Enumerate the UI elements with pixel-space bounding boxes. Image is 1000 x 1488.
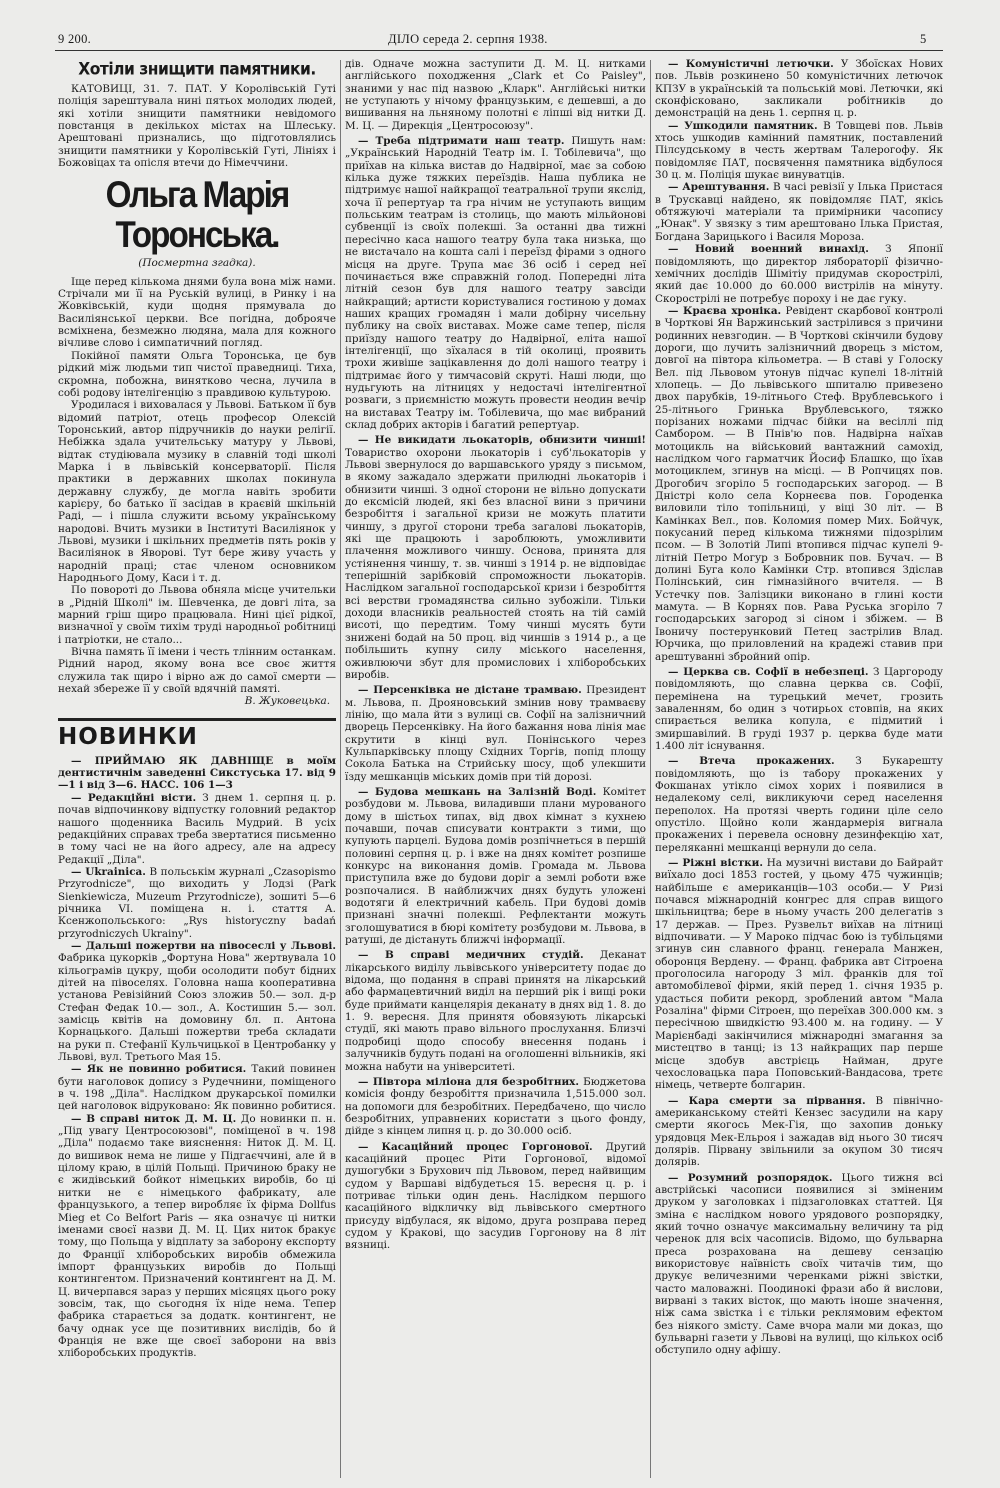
article-paragraph: По повороті до Львова обняла місце учительки в „Рідній Школі" ім. Шевченка, де довгі літа, за марний гріш щиро працювала. Нині цієї рідкої, визначної у своїм тихім труді народньої робітниці і патріотки, не стало... <box>58 584 336 646</box>
news-item-text: Ревідент скарбової контролі в Чорткові Ян Варжинський застрілився з причини родинних невзгодин. — В Чорткові скінчили будову дороги, що лучить залізничний дворець з містом, довгої на півтора кільометра. — В ставі у Голоску Вел. під Львовом утонув підчас купелі 18-літній хлопець. — До львівського шпиталю привезено двох парубків, 19-літнього Стеф. Врублевського і 25-літнього Гринька Врублевського, тяжко порізаних ножами підчас бійки на весіллі під Самбором. — В Пнів'ю пов. Надвірна наїхав мотоцикль на військовий вантажний самохід, наслідком чого гарматчик Йосиф Блашко, що їхав мотоциклем, згинув на місці. — В Ропчицях пов. Дрогобич згоріло 5 господарських загород. — В Дністрі коло села Корнеєва пов. Городенка виловили тіло топільниці, у віці 30 літ. — В Камінках Вел., пов. Коломия помер Мих. Бойчук, покусаний перед кількома тижнями підозрілим псом. — В Золотій Липі втопився підчас купелі 9-літній Петро Могур з Бобровник пов. Бучач. — В долині Буга коло Камінки Стр. втопився Здіслав Полінський, син гімназійного вчителя. — В Устечку пов. Залізцики виконано в глині кости мамута. — В Корнях пов. Рава Руська згоріло 7 господарських загород зі сіном і збіжем. — В Івоничу постерунковий Петец застрілив Влад. Юрчика, що приловлений на крадежі ставив при арештуванні збройний опір. <box>655 304 943 663</box>
news-item <box>345 135 646 431</box>
news-item-text: Другий касаційний процес Ріти Горгонової, відомої душогубки з Брухович під Львовом, перед найвищим судом у Варшаві відбудеться 15. вересня ц. р. і потриває тільки один день. Наслідком першого касаційного відкличку від львівського смертного присуду відбулася, як відомо, друга розправа перед судом у Кракові, що засудив Горгонову на 8 літ вязниці. <box>345 1140 646 1252</box>
advertisement <box>58 755 336 792</box>
news-item-title: — Ушкодили памятник. <box>668 119 818 132</box>
news-item-title: — Дальші пожертви на півосеслі у Львові. <box>71 939 336 952</box>
news-item-title: — Краєва хроніка. <box>668 304 782 317</box>
news-item-text: В польськім журналі „Czasopismo Przyrodnicze", що виходить у Лодзі (Park Sienkiewicza, Muzeum Przyrodnicze), зошиті 5—6 річника VI. поміщена н. і. стаття А. Ксенжопольського: „Rys historyczny badań przyrodniczych Ukrainy". <box>58 865 336 940</box>
issue-number: 9 200. <box>58 32 92 46</box>
news-item-text: Пишуть нам: „Український Народній Театр ім. І. Тобілевича", що приїхав на кілька вистав до Надвірної, має за собою кілька дуже тяжких переїздів. Наша публика не підтримує нашої найкращої театральної трупи якслід, хоча її репертуар та гра нічим не уступають вищим польським театрам із столиць, що мають мільйонові субвенції із своїх полекші. За останні два тижні пересічно каса нашого театру була така низька, що не вистачало на кошта салі і переїзд фірами з одного місця на друге. Трупа має 36 осіб і серед неї починається вже справжній голод. Попередні літа літній сезон був для нашого театру завсіди найкращий; артисти користувалися гостиною у домах наших кращих громадян і мали добірну чисельну публику на своїх виставах. Може саме тепер, після приїзду нашого театру до Надвірної, еліта нашої інтелігенції, що зїхалася в тій околиці, проявить трохи живіше зацікавлення до долі нашого театру і підтримає його у тимчасовій скруті. Наші люди, що нудьгують на літницях у недостачі інтелігентної розваги, з приємністю можуть провести неодин вечір на виставах Театру ім. Тобілевича, що має вибраний склад добрих акторів і багатий репертуар. <box>345 135 646 431</box>
news-item-title: — Півтора міліона для безробітних. <box>358 1075 579 1088</box>
newspaper-title-date: ДІЛО середа 2. серпня 1938. <box>388 32 548 46</box>
news-item <box>58 792 336 866</box>
news-item-title: — Касаційний процес Горгонової. <box>358 1140 593 1153</box>
article-paragraph: Іще перед кількома днями була вона між нами. Стрічали ми її на Руській вулиці, в Ринку і на Жовківській, куди щодня прямувала до Василіянської церкви. Все погідна, доброяче всміхнена, безмежно людяна, мала для кожного вічливе слово і симпатичний погляд. <box>58 275 336 350</box>
news-item-text: В часі ревізії у Ілька Пристася в Трускавці найдено, як повідомляє ПАТ, якісь обтяжуючі матеріали та примірники часопису „Юнак". У звязку з тим арештовано Ілька Пристая, Богдана Зарицького і Василя Мороза. <box>655 181 943 243</box>
news-item-title: — Не викидати льокаторів, обнизити чинші! <box>358 434 646 447</box>
news-item-text: З Царгороду повідомляють, що славна церква св. Софії, перемінена на турецький мечет, грозить заваленням, бо один з чотирьох стовпів, на яких спирається велика копула, є підмитий і змиршавілий. В груді 1937 р. церква буде мати 1.400 літ існування. <box>655 665 943 752</box>
page-number: 5 <box>920 32 927 46</box>
author-signature: В. Жуковецька. <box>244 695 330 708</box>
news-item-title: — Як не повинно робитися. <box>71 1063 247 1076</box>
news-item <box>345 684 646 783</box>
news-item-text: З Букарешту повідомляють, що із табору прокажених у Фокшанах утікло сімох хорих і появилися в недалекому селі, викликуючи серед населення переполох. На протязі чверть години ціле село опустіло. Щойно коли жандармерія вигнала прокажених і перевела основну дезинфекцію хат, переляканні мешканці вернули до села. <box>655 755 943 854</box>
news-item-title: — Ріжні вістки. <box>668 857 764 869</box>
article-paragraph: КАТОВИЦІ, 31. 7. ПАТ. У Королівській Гуті поліція зарештувала нині пятьох молодих людей, які хотіли знищити памятники невідомого повстанця в декількох містах на Шлеську. Арештовані признались, що підготовлялись знищити памятники у Королівській Гуті, Лініях і Божовіцах та опісля втечи до Німеччини. <box>58 83 336 170</box>
news-item-text: В північно-американському стейті Кензес засудили на кару смерти якогось Мек-Гія, що захопив доньку урядовця Мек-Ельроя і зажадав від нього 30 тисяч долярів. Пірвану звільнили за окупом 30 тисяч долярів. <box>655 1094 943 1169</box>
news-item-text: Бюджетова комісія фонду безробіття призначила 1,515.000 зол. на допомоги для безробітних. Передбачено, що число безробітних, управнених користати з цього фонду, дійде з кінцем липня ц. р. до 30.000 осіб. <box>345 1075 646 1138</box>
news-item <box>655 305 943 663</box>
news-item-title: — Комуністичні летючки. <box>668 58 834 70</box>
column-divider <box>340 60 341 1478</box>
article-headline: Хотіли знищити памятники. <box>78 59 316 79</box>
news-item <box>655 755 943 854</box>
news-item-title: — Кара смерти за пірвання. <box>668 1094 866 1107</box>
news-item-text: З Японії повідомляють, що директор лябораторії фізично-хемічних дослідів Шімітіу придумав скорострілі, який дає 10.000 до 60.000 вистрілів на мінуту. Скорострілі не потребує пороху і не дає гуку. <box>655 243 943 305</box>
news-item <box>345 949 646 1072</box>
article-continuation: дів. Одначе можна заступити Д. М. Ц. нитками англійського походження „Clark et Co Paisley", знаними у нас під назвою „Кларк". Англійські нитки не уступають у нічому французьким, є дешевші, а до вишивання на льняному полотні є ліпші від нитки Д. М. Ц. — Дирекція „Центросоюзу". <box>345 58 646 132</box>
masthead <box>58 32 940 50</box>
news-item-text: Такий повинен бути наголовок допису з Рудечнини, поміщеного в ч. 198 „Діла". Наслідком друкарської помилки цей наголовок відруковано: Як повинно робитися. <box>58 1063 336 1113</box>
news-item-title: — Треба підтримати наш театр. <box>358 135 565 148</box>
news-item-title: — Арештування. <box>668 181 770 194</box>
header-rule <box>55 50 943 51</box>
news-item-title: — Персенківка не дістане трамваю. <box>358 684 582 697</box>
news-item-title: — Редакційні вісти. <box>71 791 197 804</box>
news-item <box>655 666 943 752</box>
news-item <box>655 1095 943 1169</box>
article-paragraph: Уродилася і виховалася у Львові. Батьком її був відомий патріот, отець професор Олексій Торонський, автор підручників до науки релігії. Небіжка здала учительську матуру у Львові, відтак студіювала музику в славній тоді школі Марка і в львівській консерваторії. Після практики в державних школах покинула державну службу, де могла навіть зробити карієру, бо батько її засідав в краєвій шкільній Раді, — і пішла служити всьому українському народові. Вчить музики в Інституті Василіянок у Львові, музики і шкільних предметів пять років у Василіянок в Яворові. Тут бере живу участь у народній праці; стає членом основником Народнього Дому, Каси і т. д. <box>58 399 336 584</box>
news-item-title: — Розумний розпорядок. <box>668 1171 833 1184</box>
obituary-subtitle: (Посмертна згадка). <box>138 257 256 270</box>
news-item-text: Комітет розбудови м. Львова, виладивши плани мурованого дому в шістьох типах, від двох кімнат з кухнею почавши, почав списувати контракти з тими, що купують парцелі. Будова домів розпічнеться в першій половині серпня ц. р. і вже на днях комітет розпише конкурс на виконання домів. Громада м. Львова приступила вже до будови доріг а землі роботи вже розпочалися. В найближчих днях будуть уложені водотяги й електричний кабель. При будові домів признані значні полекші. Рефлектанти можуть зголошуватися в бюрі комітету розбудови м. Львова, в ратуші, де дістануть ближчі інформації. <box>345 785 646 947</box>
section-heading-news: НОВИНКИ <box>58 718 336 750</box>
news-item <box>655 1172 943 1357</box>
news-item-title: — В справі ниток Д. М. Ц. <box>71 1112 237 1125</box>
obituary-headline: Ольга Марія Торонська. <box>105 174 289 256</box>
news-item-text: В Товщеві пов. Львів хтось ушкодив камінний памятник, поставлений Пілсудському в честь жертвам Талерогофу. Як повідомляє ПАТ, посвячення памятника відбулося 30 ц. м. Поліція шукає винуватців. <box>655 119 943 182</box>
news-item-text: З днем 1. серпня ц. р. почав відпочинкову відпустку головний редактор нашого щоденника Василь Мудрий. В усіх редакційних справах треба звертатися письменно в тому часі не на його адресу, але на адресу Редакції „Діла". <box>58 791 336 866</box>
news-item <box>655 181 943 243</box>
article-paragraph: Вічна память її імени і честь тлінним останкам. Рідний народ, якому вона все своє життя служила так щиро і вірно аж до самої смерти — нехай збереже її у своїй вдячній памяті. <box>58 646 336 696</box>
news-item-text: До новинки п. н. „Під увагу Центросоюзові", поміщеної в ч. 198 „Діла" подаємо таке вияснення: Ниток Д. М. Ц. до вишивок нема не лише у Підгаєччині, але й в цілому краю, в цілій Польщі. Причиною браку не є жидівський бойкот німецьких виробів, бо ці нитки не є німецького фабрикату, але французького, а тепер виробляє їх фірма Dollfus Mieg et Co Belfort Paris — яка означує ці нитки іменами своєї назви Д. М. Ц. Цих ниток бракує тому, що Польща у відплату за заборону експорту до Франції хліборобських виробів обмежила імпорт французьких виробів до Польщі контингентом. Призначений контингент на Д. М. Ц. вичерпався зараз у перших місяцях цього року зовсім, так, що сьогодня їх ніде нема. Тепер фабрика старається за додатк. контингент, не бачу однак усе ще позитивних вислідів, бо й Франція не вже ще своєї заборони на ввіз хліборобських продуктів. <box>58 1112 336 1360</box>
news-item-title: — Будова мешкань на Залізній Воді. <box>358 785 597 798</box>
news-item-text: У Збоїсках Нових пов. Львів розкинено 50 комуністичних летючок КПЗУ в українській та польській мові. Летючки, які сконфісковано, закликали робітників до демонстрацій на день 1. серпня ц. р. <box>655 58 943 120</box>
news-item-text: Деканат лікарського виділу львівського університету подає до відома, що подання в справі принятя на лікарський або фармацевтичний виділ на перший рік і вищі роки буде приймати канцелярія деканату в днях від 1. 8. до 1. 9. вересня. Для принятя обовязують лікарські студії, які мають право вільного прослухання. Близчі подробиці щодо способу внесення подань і залучників будуть подані на оголошенні вільників, які можна набути на університеті. <box>345 949 646 1073</box>
news-item <box>58 940 336 1063</box>
news-item <box>655 243 943 305</box>
news-item <box>345 1141 646 1252</box>
news-item <box>345 1076 646 1138</box>
column-1 <box>58 58 336 1480</box>
news-item <box>58 1113 336 1360</box>
column-2 <box>345 58 646 1480</box>
news-item <box>655 120 943 182</box>
news-item <box>655 857 943 1092</box>
news-item-title: — Втеча прокажених. <box>668 755 835 768</box>
news-item-title: — Церква св. Софії в небезпеці. <box>668 665 869 678</box>
news-item <box>58 1063 336 1112</box>
advertisement-text: — ПРИЙМАЮ ЯК ДАВНІЩЕ в моїм дентистичнім заведенні Сикстуська 17. від 9—1 і від 3—6. НАСС. 106 1—3 <box>58 754 336 792</box>
column-3 <box>655 58 943 1480</box>
news-item <box>58 866 336 940</box>
news-item-text: На музичні вистави до Байрайт виїхало досі 1853 гостей, у цьому 475 чужинців; найбільше є американців—103 особи.— У Ризі почався міжнародній конгрес для справ вищого шкільництва; бере в ньому участь 200 делегатів з 17 держав. — През. Рузвельт виїхав на літниці відпочивати. — У Мароко підчас бою із тубільцями згинув син славного франц. генерала Манжен, оборонця Вердену. — Франц. фабрика авт Сітроена проголосила нагороду 3 міл. франків для тої автомобілевої фірми, якій перед 1. січня 1935 р. удасться побити рекорд, зроблений автом "Мала Розаліна" фірми Сітроен, що переїхав 300.000 км. з пересічною швидкістю 93.400 м. на годину. — У Марієнбаді закінчилися міжнародні змагання за мистецтво в танці; із 13 найкращих пар перше місце здобув австрієць Найман, друге чехословацька пара Поповський-Вандасова, третє німець, четверте болгарин. <box>655 857 943 1092</box>
column-divider <box>650 60 651 1478</box>
article-paragraph: Покійної памяти Ольга Торонська, це був рідкий між людьми тип чистої праведниці. Тиха, скромна, побожна, винятково чесна, лучила в собі родову інтелігенцію з правдивою культурою. <box>58 349 336 399</box>
news-item <box>345 434 646 681</box>
news-item <box>345 786 646 946</box>
news-item-title: — В справі медичних студій. <box>358 949 584 962</box>
news-item <box>655 58 943 120</box>
news-item-text: Цього тижня всі австрійські часописи появилися зі зміненим друком у заголовках і підзаголовках статтей. Ця зміна є наслідком нового урядового розпорядку, який точно означує максимальну величину та рід черенок для всіх часописів. Відомо, що бульварна преса розрахована на дешеву сензацію використовує наївність своїх читачів тим, що друкує величезними черенками ріжні звістки, часто маловажні. Поодинокі фрази або й вислови, вирвані з таких вісток, що мають іноше значення, ніж сама звістка і є тільки реклямовим ефектом без ніякого змісту. Саме вчора мали ми доказ, що бульварні газети у Львові на вулиці, що кількох осіб обступило одну афішу. <box>655 1171 943 1357</box>
news-item-text: Президент м. Львова, п. Дрояновський змінив нову трамваєву лінію, що мала йти з вулиці св. Софії на залізничний дворець Персенківку. На його бажання нова лінія має скрутити в кінці вул. Понінського через Кульпарківську площу Східних Торгів, попід площу Сокола Батька на Стрийську шосу, щоб улекшити їзду мешканців міських домів при тій дорозі. <box>345 684 646 783</box>
news-item-title: — Новий военний винахід. <box>668 243 869 256</box>
news-item-text: Фабрика цукорків „Фортуна Нова" жертвувала 10 кільограмів цукру, щоби осолодити побут бідних дітей на півоселях. Головна наша кооперативна установа Ревізійний Союз зложив 50.— зол. д-р Стефан Федак 10.— зол., А. Костишин 5.— зол. замісць квітів на домовину бл. п. Антона Корнацького. Дальші пожертви треба складати на руки п. Стефанії Кульчицької в Центробанку у Львові, вул. Третього Мая 15. <box>58 952 336 1064</box>
news-item-title: — Ukrainica. <box>71 865 146 878</box>
news-item-text: Товариство охорони льокаторів і суб'льокаторів у Львові звернулося до варшавського уряду з письмом, в якому зажадало здержати прилюдні льокаторів і обнизити чинші. З одної сторони не вільно допускати до ексмісій людей, які без власної вини з причини безробіття і загальної кризи не можуть платити чиншу, з другої сторони треба загалові льокаторів, які ще працюють і зароблюють, уможливити плачення можливого чиншу. Основа, принята для устіянення чиншу, т. зв. чинші з 1914 р. не відповідає теперішній зарібковій спроможности льокаторів. Наслідком загальної господарської кризи і безробіття всі верстви громадянства сильно зубожіли. Тільки доходи власників реальностей стоять на тій самій висоті, що передтим. Тому чинші мусять бути знижені бодай на 50 проц. від чиншів з 1914 р., а це побільшить купну силу міського населення, оживлюючи збут для промислових і хліборобських виробів. <box>345 446 646 681</box>
